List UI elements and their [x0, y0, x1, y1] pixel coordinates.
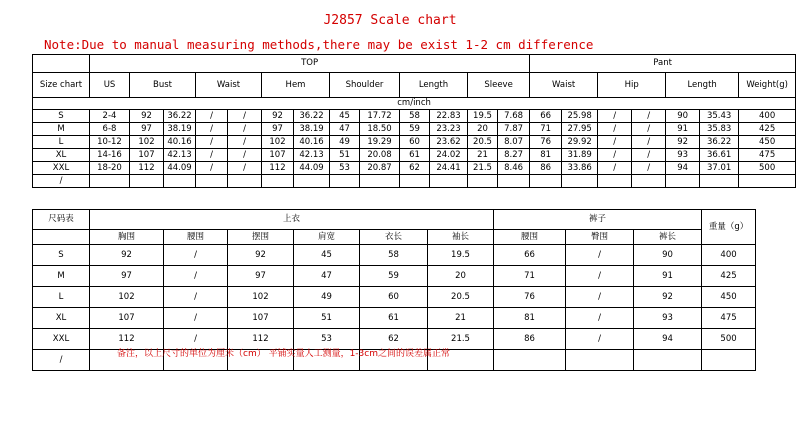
table-cell: 94: [634, 329, 702, 350]
table-cell: 107: [90, 308, 164, 329]
table-cell: 112: [130, 162, 164, 175]
table-cell: 112: [262, 162, 294, 175]
table-cell: 10-12: [90, 136, 130, 149]
table-cell: 25.98: [562, 110, 598, 123]
table-cell: [294, 175, 330, 188]
size-label: /: [33, 350, 90, 371]
table-row: [33, 308, 756, 329]
table-cell: 40.16: [164, 136, 196, 149]
table-cell: [634, 350, 702, 371]
table-cell: 20.87: [360, 162, 400, 175]
table-cell: 107: [130, 149, 164, 162]
table-cell: 24.02: [430, 149, 468, 162]
table-cell: 20.5: [468, 136, 498, 149]
table-cell: [228, 175, 262, 188]
table-cell: 53: [294, 329, 360, 350]
header-weight: Weight(g): [739, 73, 796, 98]
table-cell: 8.27: [498, 149, 530, 162]
table-cell: 59: [400, 123, 430, 136]
table-cell: /: [566, 266, 634, 287]
table-cell: 42.13: [164, 149, 196, 162]
table-cell: /: [196, 149, 228, 162]
table-cell: 38.19: [164, 123, 196, 136]
table-cell: 425: [739, 123, 796, 136]
table-cell: [400, 175, 430, 188]
table-cell: 102: [90, 287, 164, 308]
table-cell: /: [164, 287, 228, 308]
table-cell: 62: [360, 329, 428, 350]
table-cell: /: [632, 149, 666, 162]
footnote: 备注，以上尺寸的单位为厘米（cm） 平铺实量人工测量，1-3cm之间的误差属正常: [117, 349, 450, 359]
table-cell: 36.61: [700, 149, 739, 162]
english-size-table: [32, 54, 796, 188]
table-cell: /: [196, 123, 228, 136]
table-cell: 97: [130, 123, 164, 136]
table-cell: [468, 175, 498, 188]
size-label: /: [33, 175, 90, 188]
size-label: M: [33, 123, 90, 136]
table-cell: 20.08: [360, 149, 400, 162]
table-row: [33, 266, 756, 287]
table-cell: 92: [228, 245, 294, 266]
table-cell: 51: [294, 308, 360, 329]
table-cell: 21.5: [468, 162, 498, 175]
header-length-cn: 衣长: [360, 230, 428, 245]
table-cell: [666, 175, 700, 188]
table-cell: 97: [262, 123, 294, 136]
table-cell: 60: [360, 287, 428, 308]
table-row: [33, 136, 796, 149]
table-cell: 59: [360, 266, 428, 287]
table-cell: [739, 175, 796, 188]
table-cell: [262, 175, 294, 188]
table-cell: /: [196, 162, 228, 175]
table-cell: [702, 350, 756, 371]
size-label: S: [33, 245, 90, 266]
table-cell: 425: [702, 266, 756, 287]
header-bust-cn: 胸围: [90, 230, 164, 245]
table-cell: /: [566, 287, 634, 308]
table-cell: /: [228, 123, 262, 136]
table-cell: /: [228, 149, 262, 162]
table-cell: [196, 175, 228, 188]
group-top-cn: 上衣: [90, 210, 494, 230]
table-cell: [530, 175, 562, 188]
table-cell: 2-4: [90, 110, 130, 123]
table-cell: 475: [739, 149, 796, 162]
table-cell: 94: [666, 162, 700, 175]
group-pant-cn: 裤子: [494, 210, 702, 230]
table-cell: 61: [400, 149, 430, 162]
header-pant-length: Length: [666, 73, 739, 98]
header-shoulder: Shoulder: [330, 73, 400, 98]
corner-label: 尺码表: [33, 210, 90, 230]
table-cell: /: [164, 245, 228, 266]
table-cell: /: [164, 308, 228, 329]
table-cell: 92: [262, 110, 294, 123]
table-cell: 76: [494, 287, 566, 308]
table-cell: 47: [330, 123, 360, 136]
table-cell: 18-20: [90, 162, 130, 175]
table-row: [33, 110, 796, 123]
table-cell: 66: [494, 245, 566, 266]
table-cell: 90: [634, 245, 702, 266]
table-cell: /: [632, 162, 666, 175]
size-label: XXL: [33, 329, 90, 350]
table-cell: 23.62: [430, 136, 468, 149]
table-cell: 475: [702, 308, 756, 329]
table-row: [33, 149, 796, 162]
table-cell: /: [228, 136, 262, 149]
table-cell: /: [164, 329, 228, 350]
table-cell: 19.5: [468, 110, 498, 123]
table-row: [33, 175, 796, 188]
table-cell: /: [566, 245, 634, 266]
table-cell: 20: [468, 123, 498, 136]
table-cell: [498, 175, 530, 188]
table-cell: /: [598, 149, 632, 162]
table-cell: 7.68: [498, 110, 530, 123]
table-cell: 23.23: [430, 123, 468, 136]
table-cell: 102: [228, 287, 294, 308]
table-cell: 66: [530, 110, 562, 123]
table-cell: 112: [90, 329, 164, 350]
header-sleeve-cn: 袖长: [428, 230, 494, 245]
size-label: M: [33, 266, 90, 287]
table-cell: 400: [702, 245, 756, 266]
size-label: XL: [33, 308, 90, 329]
table-cell: 42.13: [294, 149, 330, 162]
table-cell: /: [196, 136, 228, 149]
table-cell: 18.50: [360, 123, 400, 136]
table-cell: 97: [228, 266, 294, 287]
table-cell: 44.09: [164, 162, 196, 175]
header-waist-cn: 腰围: [164, 230, 228, 245]
table-cell: 40.16: [294, 136, 330, 149]
table-cell: 21: [428, 308, 494, 329]
table-cell: [330, 175, 360, 188]
table-cell: /: [196, 110, 228, 123]
table-cell: 37.01: [700, 162, 739, 175]
table-cell: 81: [530, 149, 562, 162]
size-label: XXL: [33, 162, 90, 175]
table-cell: /: [566, 308, 634, 329]
table-cell: 81: [494, 308, 566, 329]
table-cell: 61: [360, 308, 428, 329]
table-cell: 8.07: [498, 136, 530, 149]
table-cell: [562, 175, 598, 188]
table-cell: 60: [400, 136, 430, 149]
table-cell: 86: [494, 329, 566, 350]
table-cell: /: [598, 136, 632, 149]
table-cell: 86: [530, 162, 562, 175]
table-cell: 20.5: [428, 287, 494, 308]
table-cell: 71: [494, 266, 566, 287]
table-cell: [700, 175, 739, 188]
empty-cell: [33, 55, 90, 73]
table-cell: 45: [330, 110, 360, 123]
table-cell: 71: [530, 123, 562, 136]
chart-title: J2857 Scale chart: [323, 13, 457, 28]
table-cell: /: [632, 110, 666, 123]
table-cell: 91: [666, 123, 700, 136]
table-cell: /: [632, 123, 666, 136]
table-cell: 7.87: [498, 123, 530, 136]
table-cell: /: [632, 136, 666, 149]
table-cell: 35.83: [700, 123, 739, 136]
table-cell: 49: [330, 136, 360, 149]
header-pant-length-cn: 裤长: [634, 230, 702, 245]
table-cell: 112: [228, 329, 294, 350]
table-cell: 76: [530, 136, 562, 149]
table-cell: [430, 175, 468, 188]
table-cell: [164, 175, 196, 188]
table-cell: /: [566, 329, 634, 350]
table-cell: /: [598, 110, 632, 123]
table-cell: /: [228, 162, 262, 175]
header-us: US: [90, 73, 130, 98]
table-cell: 62: [400, 162, 430, 175]
table-row: [33, 287, 756, 308]
header-length: Length: [400, 73, 468, 98]
table-cell: 36.22: [164, 110, 196, 123]
table-cell: 90: [666, 110, 700, 123]
table-cell: 93: [666, 149, 700, 162]
table-cell: 400: [739, 110, 796, 123]
header-sleeve: Sleeve: [468, 73, 530, 98]
table-cell: [360, 175, 400, 188]
table-cell: 51: [330, 149, 360, 162]
table-cell: 27.95: [562, 123, 598, 136]
table-cell: 8.46: [498, 162, 530, 175]
table-cell: 14-16: [90, 149, 130, 162]
table-cell: 47: [294, 266, 360, 287]
table-row: [33, 162, 796, 175]
table-cell: 24.41: [430, 162, 468, 175]
table-cell: 58: [360, 245, 428, 266]
header-shoulder-cn: 肩宽: [294, 230, 360, 245]
table-cell: 19.29: [360, 136, 400, 149]
table-cell: /: [228, 110, 262, 123]
table-cell: /: [598, 123, 632, 136]
table-cell: 97: [90, 266, 164, 287]
table-cell: 53: [330, 162, 360, 175]
table-cell: 107: [262, 149, 294, 162]
size-label: XL: [33, 149, 90, 162]
table-cell: 33.86: [562, 162, 598, 175]
table-cell: 102: [130, 136, 164, 149]
header-hip: Hip: [598, 73, 666, 98]
table-cell: /: [598, 162, 632, 175]
table-cell: 17.72: [360, 110, 400, 123]
table-cell: 6-8: [90, 123, 130, 136]
table-cell: 450: [702, 287, 756, 308]
table-cell: 107: [228, 308, 294, 329]
table-cell: [494, 350, 566, 371]
header-hip-cn: 臀围: [566, 230, 634, 245]
table-cell: 58: [400, 110, 430, 123]
table-cell: 91: [634, 266, 702, 287]
table-cell: 22.83: [430, 110, 468, 123]
header-hem-cn: 摆围: [228, 230, 294, 245]
size-label: L: [33, 287, 90, 308]
table-cell: 500: [702, 329, 756, 350]
table-cell: [566, 350, 634, 371]
table-cell: 20: [428, 266, 494, 287]
empty-cell: [33, 230, 90, 245]
table-cell: 36.22: [700, 136, 739, 149]
table-cell: 44.09: [294, 162, 330, 175]
table-cell: 92: [666, 136, 700, 149]
table-cell: 102: [262, 136, 294, 149]
header-pant-waist: Waist: [530, 73, 598, 98]
table-cell: 92: [634, 287, 702, 308]
table-cell: 45: [294, 245, 360, 266]
table-cell: 93: [634, 308, 702, 329]
group-pant: Pant: [530, 55, 796, 73]
table-cell: 38.19: [294, 123, 330, 136]
table-cell: 92: [90, 245, 164, 266]
table-cell: 31.89: [562, 149, 598, 162]
measurement-note: Note:Due to manual measuring methods,there may be exist 1-2 cm difference: [44, 37, 594, 52]
table-cell: 19.5: [428, 245, 494, 266]
unit-row: cm/inch: [33, 98, 796, 110]
table-cell: [130, 175, 164, 188]
table-cell: 49: [294, 287, 360, 308]
table-cell: 500: [739, 162, 796, 175]
table-row: [33, 245, 756, 266]
header-hem: Hem: [262, 73, 330, 98]
table-cell: 450: [739, 136, 796, 149]
table-cell: 21: [468, 149, 498, 162]
group-top: TOP: [90, 55, 530, 73]
table-row: [33, 123, 796, 136]
size-label: L: [33, 136, 90, 149]
table-cell: 35.43: [700, 110, 739, 123]
english-table-body: [33, 110, 796, 188]
size-label: S: [33, 110, 90, 123]
table-cell: [632, 175, 666, 188]
header-size-chart: Size chart: [33, 73, 90, 98]
table-cell: 92: [130, 110, 164, 123]
table-cell: /: [164, 266, 228, 287]
table-cell: [90, 175, 130, 188]
header-waist: Waist: [196, 73, 262, 98]
header-pant-waist-cn: 腰围: [494, 230, 566, 245]
header-weight-cn: 重量（g）: [702, 210, 756, 245]
table-cell: 36.22: [294, 110, 330, 123]
table-cell: [598, 175, 632, 188]
header-bust: Bust: [130, 73, 196, 98]
table-cell: 21.5: [428, 329, 494, 350]
table-cell: 29.92: [562, 136, 598, 149]
